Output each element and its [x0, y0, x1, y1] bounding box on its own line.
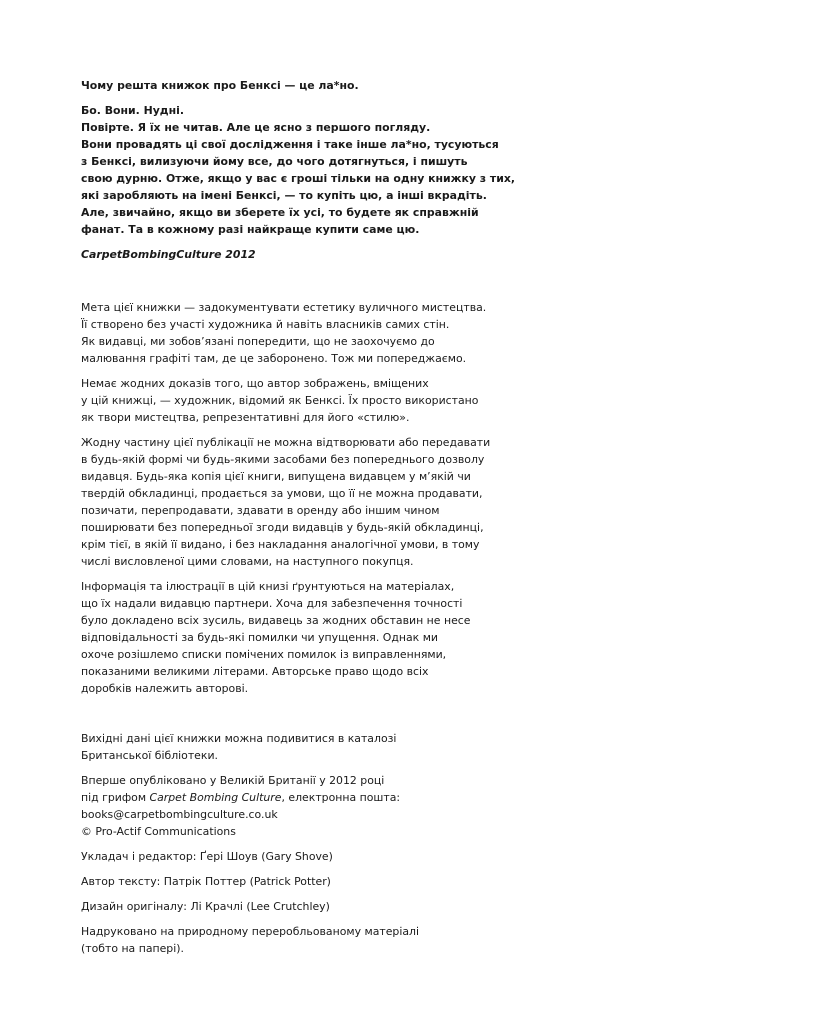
legal-line: доробків належить авторові. — [81, 682, 249, 695]
blurb-line: Повірте. Я їх не читав. Але це ясно з першого погляду. — [81, 121, 431, 134]
legal-line: позичати, перепродавати, здавати в оренду або іншим чином — [81, 504, 440, 517]
copyright-page — [81, 77, 516, 957]
printing-note — [81, 923, 501, 957]
printing-line: (тобто на папері). — [81, 942, 184, 955]
legal-line: числі висловленої цими словами, на наступного покупця. — [81, 555, 414, 568]
blurb-line: свою дурню. Отже, якщо у вас є гроші тільки на одну книжку з тих, — [81, 172, 516, 185]
imprint-prefix: під грифом — [81, 791, 150, 804]
legal-line: Немає жодних доказів того, що автор зображень, вміщених — [81, 377, 429, 390]
blurb-line: Але, звичайно, якщо ви зберете їх усі, то будете як справжній — [81, 206, 479, 219]
legal-line: як твори мистецтва, репрезентативні для його «стилю». — [81, 411, 410, 424]
catalogue-line: Вихідні дані цієї книжки можна подивитися в каталозі — [81, 732, 397, 745]
blurb-line: які заробляють на імені Бенксі, — то купіть цю, а інші вкрадіть. — [81, 189, 487, 202]
publication-info — [81, 772, 501, 840]
editor-credit: Укладач і редактор: Ґері Шоув (Gary Shove) — [81, 850, 333, 863]
copyright-notice: © Pro-Actif Communications — [81, 825, 236, 838]
legal-line: Мета цієї книжки — задокументувати естетику вуличного мистецтва. — [81, 301, 487, 314]
imprint-name: Carpet Bombing Culture — [149, 791, 282, 804]
legal-line: показаними великими літерами. Авторське право щодо всіх — [81, 665, 429, 678]
legal-line: твердій обкладинці, продається за умови, що її не можна продавати, — [81, 487, 483, 500]
blurb-line: Вони провадять ці свої дослідження і таке інше ла*но, тусуються — [81, 138, 499, 151]
legal-line: Як видавці, ми зобов’язані попередити, що не заохочуємо до — [81, 335, 435, 348]
legal-line: малювання графіті там, де це заборонено. Тож ми попереджаємо. — [81, 352, 467, 365]
author-credit: Автор тексту: Патрік Поттер (Patrick Potter) — [81, 875, 331, 888]
blurb-signature: CarpetBombingCulture 2012 — [81, 248, 256, 261]
blurb-title: Чому решта книжок про Бенксі — це ла*но. — [81, 79, 359, 92]
legal-line: було докладено всіх зусиль, видавець за жодних обставин не несе — [81, 614, 471, 627]
legal-line: у цій книжці, — художник, відомий як Бенксі. Їх просто використано — [81, 394, 479, 407]
imprint-line — [81, 789, 501, 806]
legal-line: Її створено без участі художника й навіть власників самих стін. — [81, 318, 450, 331]
legal-line: в будь-якій формі чи будь-якими засобами без попереднього дозволу — [81, 453, 485, 466]
legal-line: охоче розішлемо списки помічених помилок із виправленнями, — [81, 648, 447, 661]
legal-paragraph-purpose — [81, 299, 501, 367]
blurb-line: з Бенксі, вилизуючи йому все, до чого дотягнуться, і пишуть — [81, 155, 468, 168]
blurb-line: фанат. Та в кожному разі найкраще купити саме цю. — [81, 223, 420, 236]
printing-line: Надруковано на природному переробльованому матеріалі — [81, 925, 420, 938]
legal-line: відповідальності за будь-які помилки чи упущення. Однак ми — [81, 631, 439, 644]
catalogue-note — [81, 730, 501, 764]
publisher-email: books@carpetbombingculture.co.uk — [81, 808, 278, 821]
legal-line: крім тієї, в якій її видано, і без накладання аналогічної умови, в тому — [81, 538, 480, 551]
blurb-text — [81, 102, 516, 238]
design-credit: Дизайн оригіналу: Лі Крачлі (Lee Crutchley) — [81, 900, 330, 913]
legal-line: видавця. Будь-яка копія цієї книги, випущена видавцем у м’якій чи — [81, 470, 471, 483]
catalogue-line: Британської бібліотеки. — [81, 749, 219, 762]
legal-line: Жодну частину цієї публікації не можна відтворювати або передавати — [81, 436, 491, 449]
legal-line: що їх надали видавцю партнери. Хоча для забезпечення точності — [81, 597, 463, 610]
first-published-line: Вперше опубліковано у Великій Британії у 2012 році — [81, 774, 385, 787]
legal-paragraph-attribution — [81, 375, 501, 426]
blurb-line: Бо. Вони. Нудні. — [81, 104, 184, 117]
legal-line: поширювати без попередньої згоди видавців у будь-якій обкладинці, — [81, 521, 484, 534]
legal-line: Інформація та ілюстрації в цій книзі ґрунтуються на матеріалах, — [81, 580, 455, 593]
imprint-suffix: , електронна пошта: — [281, 791, 401, 804]
legal-paragraph-disclaimer — [81, 578, 501, 697]
legal-paragraph-rights — [81, 434, 501, 570]
